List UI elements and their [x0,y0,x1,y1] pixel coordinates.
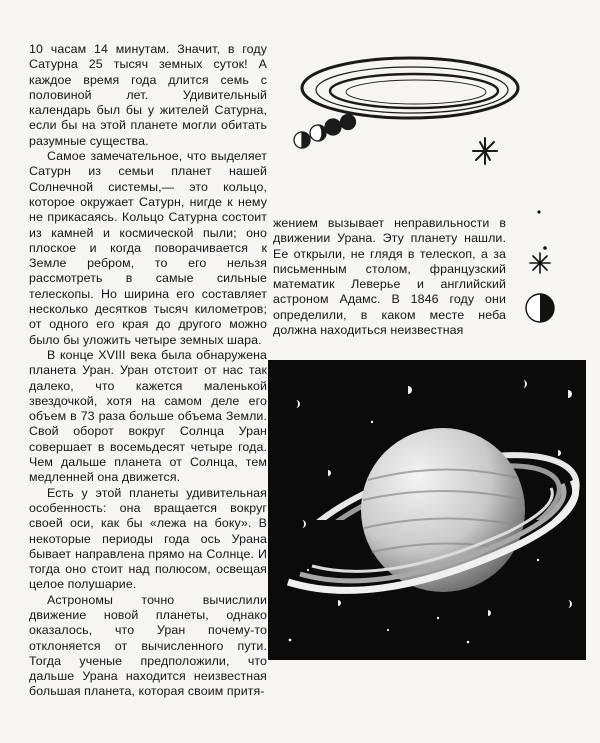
paragraph-continued: жением вызывает неправильности в движении Урана. Эту планету нашли. Ее открыли, не глядя в телескоп, а за письменным столом, французский математик Леверье и английский астроном Адамс. В 1846 году они определили, в каком месте неба должна находиться неизвестная [273,216,506,338]
margin-stars-icon [515,200,560,335]
paragraph-1: 10 часам 14 минутам. Значит, в году Сатурна 25 тысяч земных суток! А каждое время года длится семь с половиной лет. Удивительный календарь был бы у жителей Сатурна, если бы на этой планете могли обитать разумные существа. [29,42,267,148]
text-column-right [273,216,506,338]
saturn-illustration-icon [268,360,586,660]
paragraph-3: В конце XVIII века была обнаружена планета Уран. Уран отстоит от нас так далеко, что кажется маленькой звездочкой, хотя на самом деле его объем в 73 раза больше объема Земли. Свой оборот вокруг Солнца Уран совершает в восемьдесят четыре года. Чем дальше планета от Солнца, тем медленней она движется. [29,347,267,485]
paragraph-2: Самое замечательное, что выделяет Сатурн из семьи планет нашей Солнечной системы,— это кольцо, которое окружает Сатурн, нигде к нему не прикасаясь. Кольцо Сатурна состоит из камней и космической пыли; оно плоское и когда поворачивается к Земле ребром, то его нельзя рассмотреть в самые сильные телескопы. Но ширина его составляет несколько десятков тысяч километров; от одного его края до другого можно было бы уложить четыре земных шара. [29,149,267,347]
paragraph-5: Астрономы точно вычислили движение новой планеты, однако оказалось, что Уран почему-то отклоняется от вычисленного пути. Тогда ученые предположили, что дальше Урана находится неизвестная большая планета, которая своим притя- [29,592,267,699]
paragraph-4: Есть у этой планеты удивительная особенность: она вращается вокруг своей оси, как бы «лежа на боку». В некоторые периоды года ось Урана бывает направлена прямо на Солнце. И тогда оно стоит над полюсом, освещая целое полушарие. [29,485,267,592]
saturn-ring-sketch-icon [280,30,520,180]
text-column-left [29,42,267,700]
